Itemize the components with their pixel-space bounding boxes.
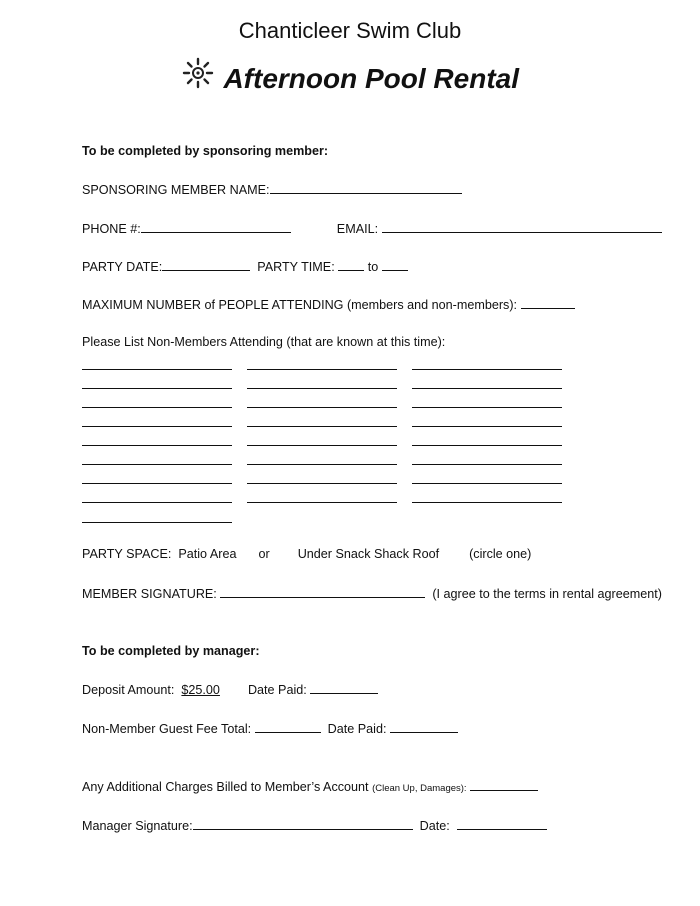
guest-fee-date-paid-label: Date Paid:	[327, 722, 387, 736]
member-signature-row	[82, 585, 662, 602]
non-member-field[interactable]	[247, 483, 397, 484]
guest-fee-label: Non-Member Guest Fee Total:	[82, 722, 252, 736]
manager-signature-label: Manager Signature:	[82, 819, 193, 833]
manager-date-field[interactable]	[457, 817, 547, 830]
party-time-label: PARTY TIME:	[257, 260, 335, 274]
non-member-field[interactable]	[412, 483, 562, 484]
max-people-label: MAXIMUM NUMBER of PEOPLE ATTENDING (members and non-members):	[82, 298, 518, 312]
non-member-field[interactable]	[82, 426, 232, 427]
party-space-label: PARTY SPACE:	[82, 547, 172, 561]
party-date-label: PARTY DATE:	[82, 260, 163, 274]
deposit-date-paid-label: Date Paid:	[247, 683, 307, 697]
additional-charges-row	[82, 778, 538, 797]
non-member-field[interactable]	[82, 445, 232, 446]
space-option-patio[interactable]: Patio Area	[178, 547, 237, 561]
additional-charges-label: Any Additional Charges Billed to Member’s Account	[82, 780, 369, 794]
non-member-field[interactable]	[82, 369, 232, 370]
additional-charges-note: (Clean Up, Damages):	[372, 783, 467, 794]
circle-one-note: (circle one)	[469, 547, 532, 561]
member-signature-field[interactable]	[220, 585, 425, 598]
or-label: or	[258, 547, 270, 561]
manager-date-label: Date:	[419, 819, 450, 833]
non-member-field[interactable]	[82, 407, 232, 408]
contact-row	[82, 220, 662, 237]
space-option-snack-shack[interactable]: Under Snack Shack Roof	[297, 547, 440, 561]
non-member-field[interactable]	[82, 502, 232, 503]
manager-section-heading: To be completed by manager:	[82, 644, 260, 658]
email-label: EMAIL:	[336, 222, 379, 236]
non-member-field[interactable]	[247, 369, 397, 370]
non-member-field[interactable]	[247, 426, 397, 427]
party-time-start-field[interactable]	[338, 258, 364, 271]
to-label: to	[367, 260, 379, 274]
non-member-field[interactable]	[247, 388, 397, 389]
deposit-date-paid-field[interactable]	[310, 681, 378, 694]
non-member-field[interactable]	[412, 369, 562, 370]
party-date-row	[82, 258, 408, 275]
non-member-field[interactable]	[82, 522, 232, 523]
club-name: Chanticleer Swim Club	[238, 18, 462, 43]
non-member-field[interactable]	[412, 407, 562, 408]
non-members-label: Please List Non-Members Attending (that are known at this time):	[82, 335, 446, 349]
deposit-label: Deposit Amount:	[82, 683, 175, 697]
member-section-heading: To be completed by sponsoring member:	[82, 144, 329, 158]
member-signature-label: MEMBER SIGNATURE:	[82, 587, 217, 601]
agree-text: (I agree to the terms in rental agreement)	[432, 587, 662, 601]
deposit-row	[82, 681, 378, 698]
max-people-row	[82, 296, 575, 313]
guest-fee-field[interactable]	[255, 720, 321, 733]
non-member-field[interactable]	[247, 464, 397, 465]
non-member-field[interactable]	[247, 407, 397, 408]
non-member-field[interactable]	[412, 388, 562, 389]
manager-signature-row	[82, 817, 547, 834]
non-member-field[interactable]	[247, 445, 397, 446]
sponsor-name-field[interactable]	[270, 181, 462, 194]
party-space-row	[82, 546, 531, 562]
max-people-field[interactable]	[521, 296, 575, 309]
additional-charges-field[interactable]	[470, 778, 538, 791]
sun-logo-icon	[181, 56, 215, 90]
non-member-field[interactable]	[412, 426, 562, 427]
manager-signature-field[interactable]	[193, 817, 413, 830]
non-member-field[interactable]	[82, 388, 232, 389]
non-member-field[interactable]	[412, 445, 562, 446]
guest-fee-date-paid-field[interactable]	[390, 720, 458, 733]
sponsor-name-row	[82, 181, 462, 198]
sponsor-name-label: SPONSORING MEMBER NAME:	[82, 183, 270, 197]
party-date-field[interactable]	[162, 258, 250, 271]
title-row	[0, 62, 700, 96]
email-field[interactable]	[382, 220, 662, 233]
form-title: Afternoon Pool Rental	[223, 63, 519, 94]
non-member-field[interactable]	[82, 464, 232, 465]
deposit-value: $25.00	[181, 683, 220, 697]
non-member-field[interactable]	[412, 464, 562, 465]
non-member-field[interactable]	[412, 502, 562, 503]
non-member-field[interactable]	[82, 483, 232, 484]
phone-label: PHONE #:	[82, 222, 141, 236]
non-member-field[interactable]	[247, 502, 397, 503]
guest-fee-row	[82, 720, 458, 737]
phone-field[interactable]	[141, 220, 291, 233]
party-time-end-field[interactable]	[382, 258, 408, 271]
